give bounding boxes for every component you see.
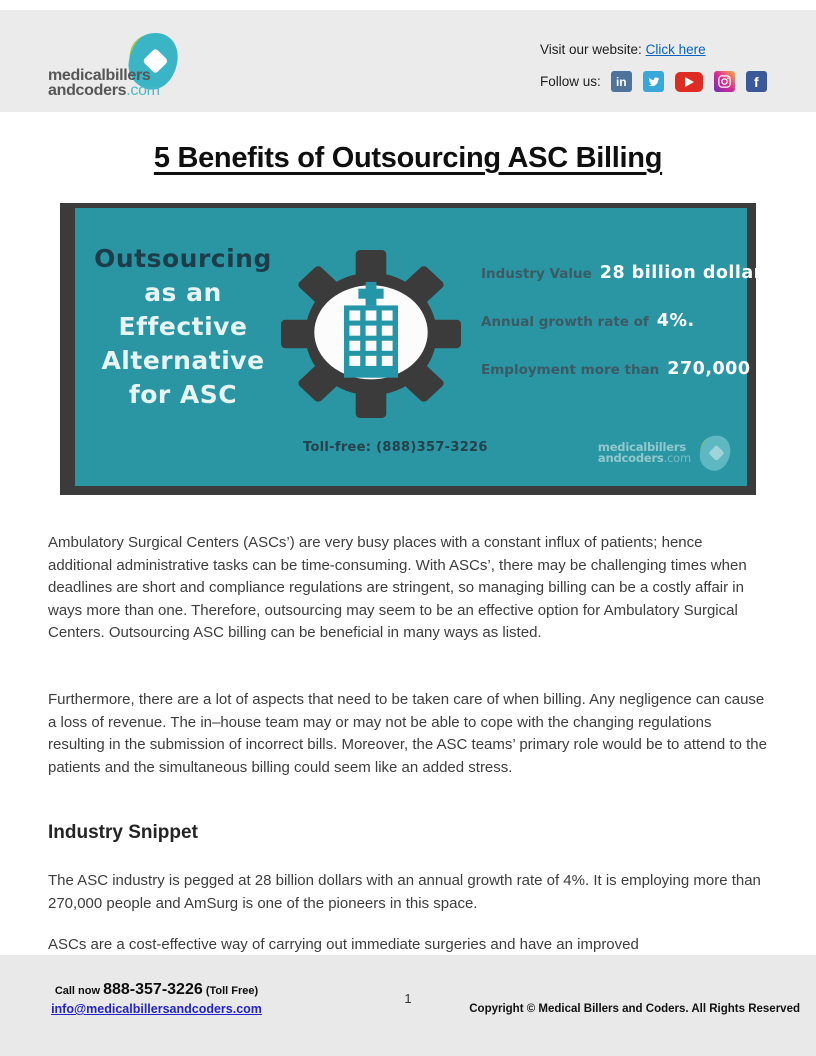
follow-us-row: [540, 71, 767, 92]
company-logo-text: [48, 68, 160, 98]
email-link[interactable]: info@medicalbillersandcoders.com: [51, 1002, 262, 1016]
facebook-glyph: f: [753, 73, 759, 90]
toll-free-label: (Toll Free): [205, 985, 259, 997]
page-title: 5 Benefits of Outsourcing ASC Billing: [153, 142, 663, 174]
phone-number: 888-357-3226: [103, 981, 203, 998]
logo-word2: andcoders: [48, 82, 127, 99]
section-heading-industry-snippet: Industry Snippet: [48, 821, 198, 843]
footer-band: [0, 955, 816, 1056]
facebook-icon[interactable]: [746, 71, 767, 92]
infographic-heading-line4: Alternative: [101, 346, 265, 375]
copyright-text: Copyright © Medical Billers and Coders. All Rights Reserved: [469, 1003, 800, 1015]
infographic-heading-line2: as an: [144, 278, 222, 307]
visit-website-row: [540, 42, 767, 57]
instagram-icon[interactable]: [714, 71, 735, 92]
infographic-logo-text: medicalbillers andcoders.com: [597, 440, 691, 465]
stat-value: 28 billion dollars: [599, 263, 774, 283]
stat-label: Industry Value: [481, 266, 592, 282]
infographic-heading: [81, 242, 285, 412]
paragraph-furthermore: Furthermore, there are a lot of aspects that need to be taken care of when billing. Any negligence can cause a loss of revenue. The in–house team may or may not be able to cope with the changing regulations resulting in the submission of incorrect bills. Moreover, the ASC teams’ primary role would be to attend to the patients and the simultaneous billing could seem like an added stress.: [48, 691, 767, 776]
stat-value: 4%.: [656, 311, 695, 331]
stat-label: Employment more than: [481, 362, 660, 378]
infographic-heading-line5: for ASC: [128, 380, 238, 409]
header-right: [540, 42, 767, 92]
tollfree-number: Toll-free: (888)357-3226: [303, 440, 488, 455]
paragraph-industry: The ASC industry is pegged at 28 billion dollars with an annual growth rate of 4%. It is employing more than 270,000 people and AmSurg is one of the pioneers in this space.: [48, 872, 761, 912]
infographic-stats: [481, 263, 774, 407]
infographic-inner: [75, 208, 774, 486]
twitter-bird-icon: [646, 74, 661, 89]
camera-icon: [717, 74, 732, 89]
linkedin-icon[interactable]: [611, 71, 632, 92]
stat-employment: [481, 359, 774, 379]
logo-tld: .com: [126, 82, 160, 99]
infographic-logo: [598, 430, 733, 476]
paragraph-cost-effective: ASCs are a cost-effective way of carrying out immediate surgeries and have an improved: [48, 936, 639, 953]
stat-growth-rate: [481, 311, 774, 331]
youtube-icon[interactable]: [675, 72, 703, 92]
stat-industry-value: [481, 263, 774, 283]
visit-website-label: Visit our website:: [540, 42, 642, 57]
stat-value: 270,000: [667, 359, 751, 379]
paragraph-intro: Ambulatory Surgical Centers (ASCs’) are very busy places with a constant influx of patients; hence additional administrative tasks can be time-consuming. With ASCs’, there may be challenging times when deadlines are short and compliance regulations are stringent, so managing billing can be a costly affair in ways more than one. Therefore, outsourcing may seem to be an effective option for Ambulatory Surgical Centers. Outsourcing ASC billing can be beneficial in many ways as listed.: [48, 534, 747, 642]
logo-word1: medicalbillers: [48, 67, 151, 84]
social-icons: [611, 71, 767, 92]
company-logo: [48, 22, 198, 106]
follow-us-label: Follow us:: [540, 74, 601, 89]
infographic-logo-icon: [687, 430, 733, 476]
gear-hospital-icon: [281, 250, 461, 418]
page-number: 1: [404, 991, 412, 1006]
header-band: [0, 10, 816, 112]
linkedin-glyph: in: [615, 74, 627, 89]
stat-label: Annual growth rate of: [481, 314, 649, 330]
visit-website-link[interactable]: Click here: [645, 42, 706, 57]
twitter-icon[interactable]: [643, 71, 664, 92]
play-icon: [685, 77, 694, 87]
infographic-heading-line3: Effective: [118, 312, 248, 341]
call-now-label: Call now: [54, 985, 101, 997]
infographic-image: [60, 203, 774, 495]
infographic-heading-line1: Outsourcing: [94, 244, 272, 273]
